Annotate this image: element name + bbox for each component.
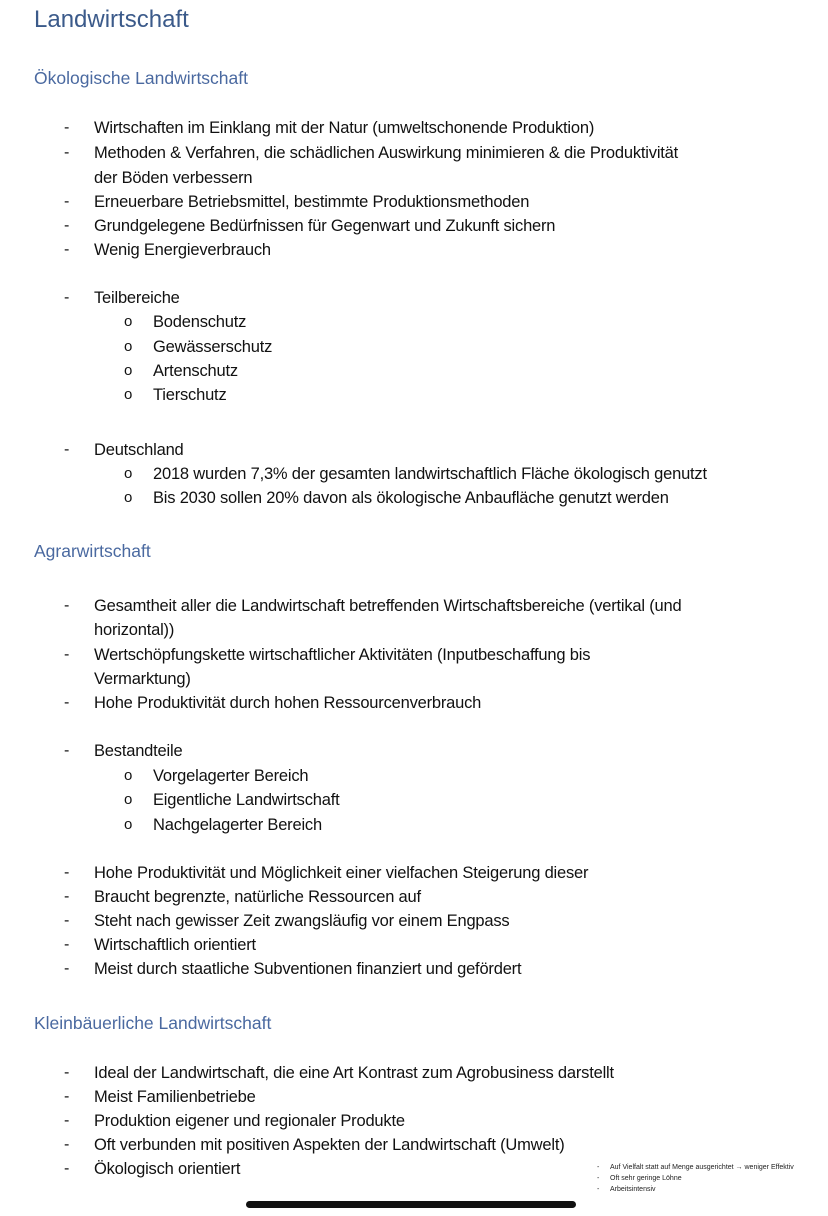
sub-item: Artenschutz	[153, 362, 238, 380]
dash-icon: -	[64, 694, 70, 711]
dash-icon: -	[64, 1112, 70, 1129]
section-heading-oekologisch: Ökologische Landwirtschaft	[34, 68, 248, 88]
group-label: Deutschland	[94, 441, 184, 459]
list-item: Steht nach gewisser Zeit zwangsläufig vor einem Engpass	[94, 912, 510, 930]
small-note: Oft sehr geringe Löhne	[610, 1175, 682, 1182]
dash-icon: -	[64, 864, 70, 881]
group-label: Bestandteile	[94, 742, 183, 760]
list-item: Hohe Produktivität und Möglichkeit einer vielfachen Steigerung dieser	[94, 864, 589, 882]
section-heading-kleinbaeuerlich: Kleinbäuerliche Landwirtschaft	[34, 1013, 272, 1033]
list-item-continuation: Vermarktung)	[94, 670, 191, 688]
list-item-continuation: der Böden verbessern	[94, 169, 253, 187]
home-indicator[interactable]	[246, 1201, 576, 1208]
dash-icon: -	[64, 241, 70, 258]
list-item: Wirtschaftlich orientiert	[94, 936, 256, 954]
dash-icon: -	[64, 1064, 70, 1081]
circle-bullet-icon: o	[124, 362, 133, 379]
dash-icon: -	[64, 888, 70, 905]
sub-item: Vorgelagerter Bereich	[153, 767, 309, 785]
list-item: Produktion eigener und regionaler Produkte	[94, 1112, 405, 1130]
dash-icon: -	[64, 597, 70, 614]
sub-item: Tierschutz	[153, 386, 227, 404]
dash-icon: -	[64, 193, 70, 210]
list-item: Braucht begrenzte, natürliche Ressourcen auf	[94, 888, 421, 906]
list-item: Ideal der Landwirtschaft, die eine Art Kontrast zum Agrobusiness darstellt	[94, 1064, 614, 1082]
dash-icon: -	[64, 217, 70, 234]
dash-icon: -	[64, 742, 70, 759]
small-dash-icon: -	[597, 1186, 600, 1193]
dash-icon: -	[64, 144, 70, 161]
sub-item: Bodenschutz	[153, 313, 247, 331]
page-title: Landwirtschaft	[34, 6, 189, 33]
sub-item: Bis 2030 sollen 20% davon als ökologische Anbaufläche genutzt werden	[153, 489, 669, 507]
circle-bullet-icon: o	[124, 338, 133, 355]
list-item: Grundgelegene Bedürfnissen für Gegenwart und Zukunft sichern	[94, 217, 556, 235]
dash-icon: -	[64, 646, 70, 663]
list-item: Methoden & Verfahren, die schädlichen Auswirkung minimieren & die Produktivität	[94, 144, 679, 162]
sub-item: Nachgelagerter Bereich	[153, 816, 322, 834]
circle-bullet-icon: o	[124, 816, 133, 833]
circle-bullet-icon: o	[124, 489, 133, 506]
circle-bullet-icon: o	[124, 386, 133, 403]
list-item: Ökologisch orientiert	[94, 1160, 241, 1178]
small-dash-icon: -	[597, 1164, 600, 1171]
list-item: Wenig Energieverbrauch	[94, 241, 271, 259]
list-item-continuation: horizontal))	[94, 621, 175, 639]
list-item: Meist durch staatliche Subventionen finanziert und gefördert	[94, 960, 522, 978]
sub-item: 2018 wurden 7,3% der gesamten landwirtschaftlich Fläche ökologisch genutzt	[153, 465, 707, 483]
section-heading-agrarwirtschaft: Agrarwirtschaft	[34, 541, 151, 561]
list-item: Gesamtheit aller die Landwirtschaft betreffenden Wirtschaftsbereiche (vertikal (und	[94, 597, 682, 615]
sub-item: Eigentliche Landwirtschaft	[153, 791, 340, 809]
circle-bullet-icon: o	[124, 465, 133, 482]
sub-item: Gewässerschutz	[153, 338, 273, 356]
list-item: Meist Familienbetriebe	[94, 1088, 256, 1106]
list-item: Erneuerbare Betriebsmittel, bestimmte Produktionsmethoden	[94, 193, 530, 211]
small-note: Auf Vielfalt statt auf Menge ausgerichtet → weniger Effektiv	[610, 1164, 794, 1171]
list-item: Wirtschaften im Einklang mit der Natur (umweltschonende Produktion)	[94, 119, 595, 137]
circle-bullet-icon: o	[124, 791, 133, 808]
list-item: Wertschöpfungskette wirtschaftlicher Aktivitäten (Inputbeschaffung bis	[94, 646, 591, 664]
dash-icon: -	[64, 960, 70, 977]
list-item: Hohe Produktivität durch hohen Ressourcenverbrauch	[94, 694, 482, 712]
circle-bullet-icon: o	[124, 767, 133, 784]
dash-icon: -	[64, 441, 70, 458]
small-note: Arbeitsintensiv	[610, 1186, 656, 1193]
group-label: Teilbereiche	[94, 289, 180, 307]
dash-icon: -	[64, 1088, 70, 1105]
dash-icon: -	[64, 936, 70, 953]
list-item: Oft verbunden mit positiven Aspekten der Landwirtschaft (Umwelt)	[94, 1136, 565, 1154]
circle-bullet-icon: o	[124, 313, 133, 330]
dash-icon: -	[64, 912, 70, 929]
dash-icon: -	[64, 119, 70, 136]
dash-icon: -	[64, 289, 70, 306]
dash-icon: -	[64, 1160, 70, 1177]
dash-icon: -	[64, 1136, 70, 1153]
small-dash-icon: -	[597, 1175, 600, 1182]
